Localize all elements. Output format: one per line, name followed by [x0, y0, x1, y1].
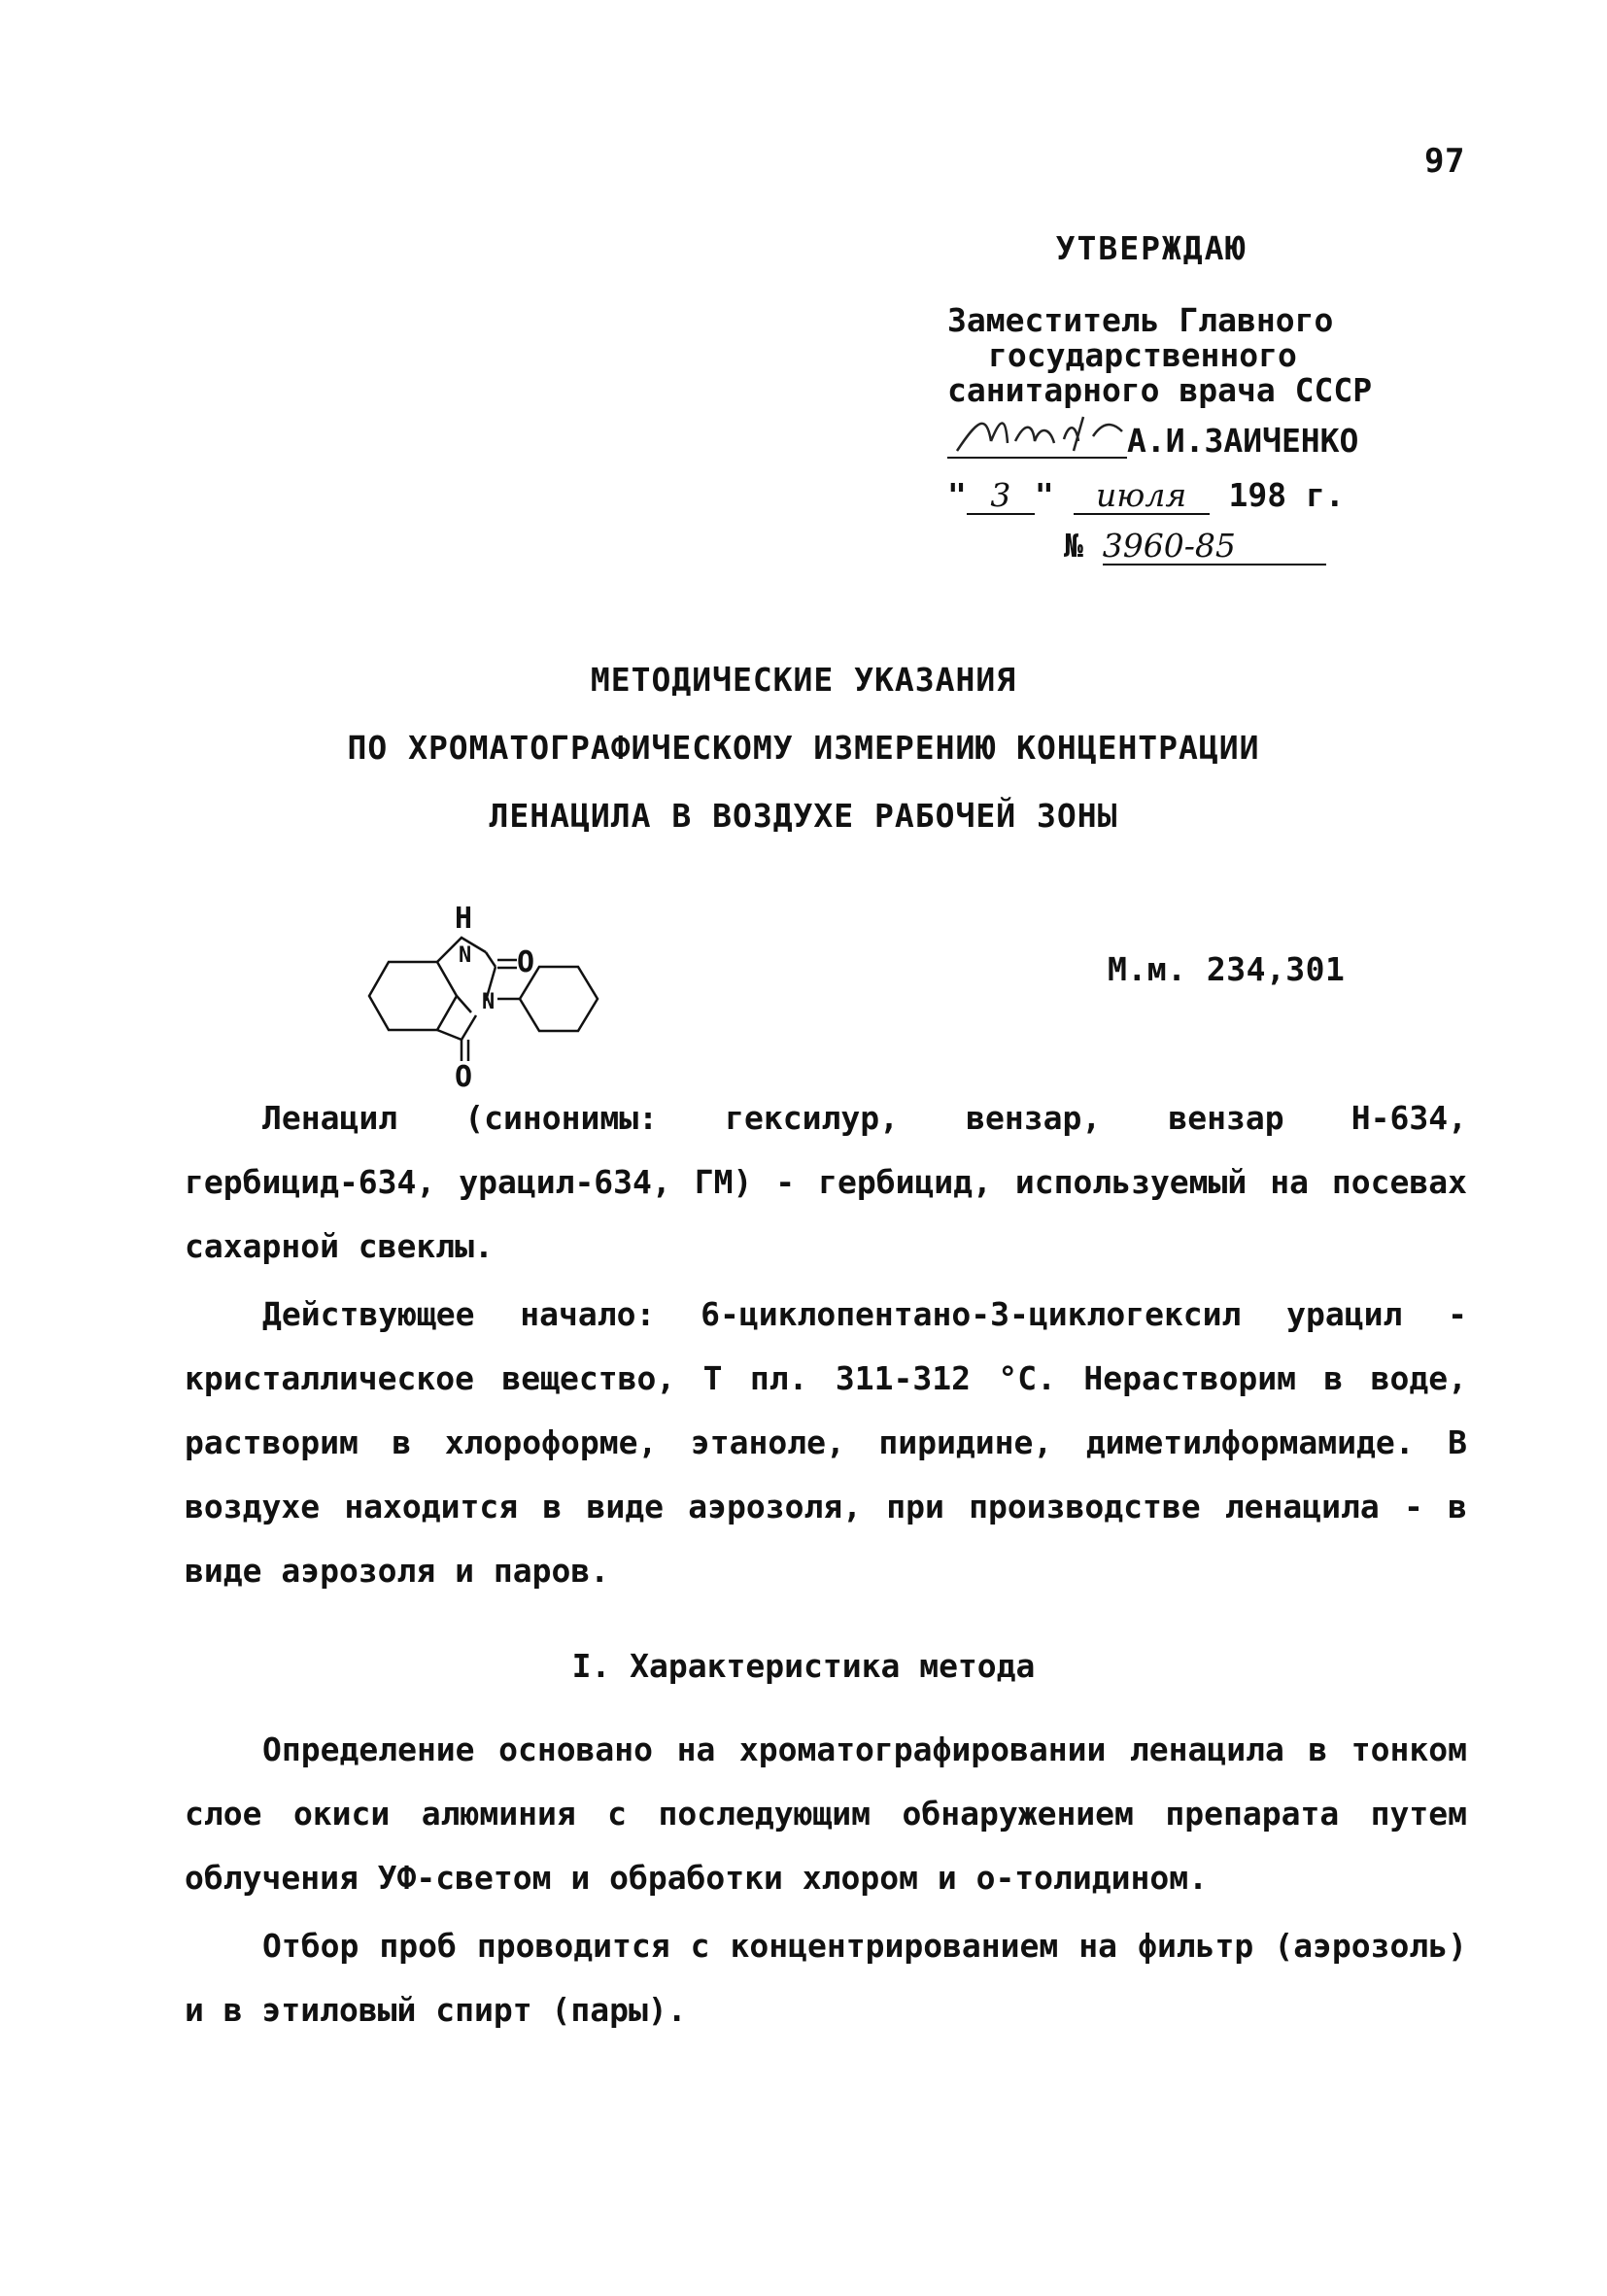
approval-number-value: 3960-85: [1103, 529, 1326, 565]
approval-position-3: санитарного врача СССР: [947, 371, 1373, 409]
signatory-name: А.И.ЗАИЧЕНКО: [1127, 422, 1359, 460]
doc-title-line-2: ПО ХРОМАТОГРАФИЧЕСКОМУ ИЗМЕРЕНИЮ КОНЦЕНТРАЦИИ: [347, 729, 1260, 767]
doc-title-line-1: МЕТОДИЧЕСКИЕ УКАЗАНИЯ: [590, 661, 1017, 699]
approval-date: " 3 " июля 198 г.: [947, 476, 1345, 514]
paragraph-1: Ленацил (синонимы: гексилур, вензар, вензар Н-634, гербицид-634, урацил-634, ГМ) - гербицид, используемый на посевах сахарной свеклы.: [185, 1099, 1467, 1265]
date-day: 3: [967, 478, 1035, 515]
paragraph-4: Отбор проб проводится с концентрированием на фильтр (аэрозоль) и в этиловый спирт (пары).: [185, 1927, 1467, 2029]
structural-formula: [350, 894, 641, 1088]
molecular-mass: М.м. 234,301: [1108, 950, 1346, 988]
atom-h: H: [455, 902, 473, 936]
approval-position-1: Заместитель Главного: [947, 301, 1334, 339]
signature-line: [947, 418, 1491, 459]
approval-block: [947, 231, 1491, 565]
paragraph-3: Определение основано на хроматографировании ленацила в тонком слое окиси алюминия с последующим обнаружением препарата путем облучения УФ-светом и обработки хлором и о-толидином.: [185, 1731, 1467, 1897]
atom-o2: O: [455, 1060, 473, 1088]
paragraph-method: [185, 1718, 1467, 1910]
paragraph-synonyms: [185, 1086, 1467, 1279]
paragraph-active-ingredient: [185, 1283, 1467, 1603]
approval-number: № 3960-85: [947, 529, 1491, 565]
section-heading: I. Характеристика метода: [571, 1647, 1036, 1685]
approval-title: УТВЕРЖДАЮ: [1055, 229, 1248, 267]
atom-o1: O: [517, 945, 535, 979]
signature-mark: [947, 412, 1127, 455]
approval-position-2: государственного: [988, 336, 1297, 374]
paragraph-2: Действующее начало: 6-циклопентано-3-циклогексил урацил - кристаллическое вещество, Т пл. 311-312 °С. Нерастворим в воде, растворим в хлороформе, этаноле, пиридине, диметилформамиде. В воздухе находится в виде аэрозоля, при производстве ленацила - в виде аэрозоля и паров.: [185, 1295, 1467, 1590]
date-month: июля: [1074, 478, 1210, 515]
date-year: 198 г.: [1228, 476, 1345, 514]
handwritten-signature: [947, 418, 1127, 459]
atom-n2: N: [482, 990, 496, 1014]
paragraph-sampling: [185, 1914, 1467, 2042]
doc-title-line-3: ЛЕНАЦИЛА В ВОЗДУХЕ РАБОЧЕЙ ЗОНЫ: [489, 797, 1118, 835]
atom-n1: N: [459, 943, 472, 968]
page-number: 97: [1424, 142, 1465, 181]
